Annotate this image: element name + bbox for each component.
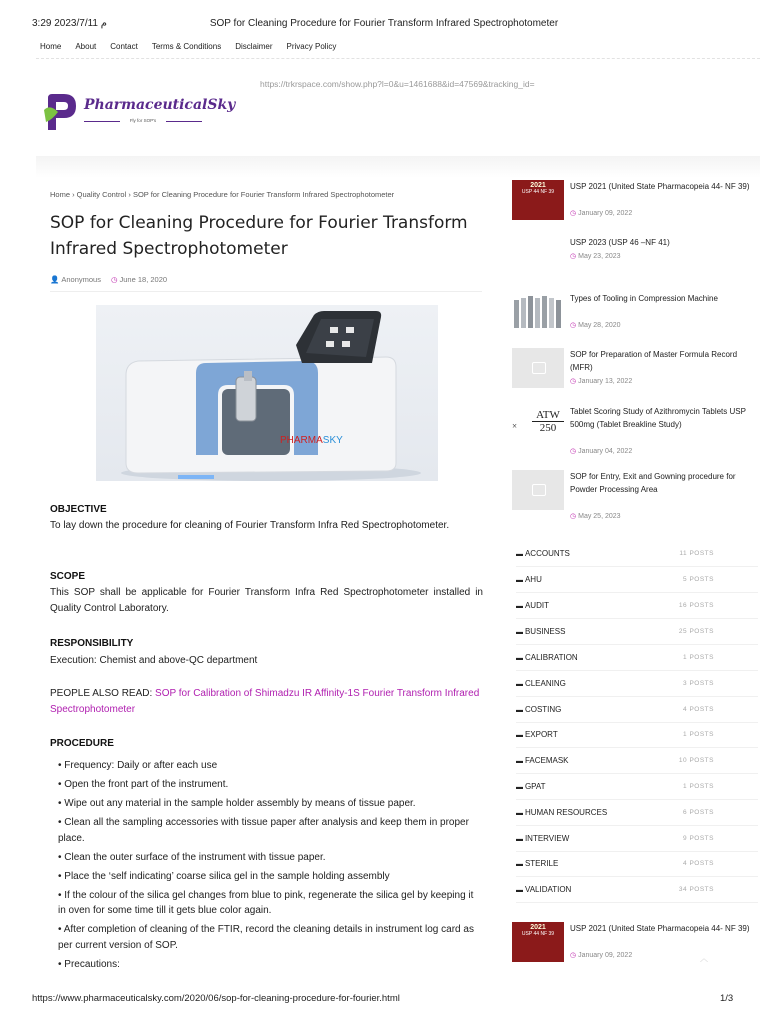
post-thumbnail[interactable]: 2021 USP 44 NF 39 bbox=[512, 180, 564, 220]
sidebar-post-date: ◷ May 23, 2023 bbox=[570, 253, 621, 260]
sidebar-post[interactable] bbox=[512, 236, 760, 284]
logo-p-icon[interactable] bbox=[44, 92, 80, 132]
clock-icon: ◷ bbox=[110, 275, 118, 284]
logo-tagline: Fly for SOP's bbox=[84, 118, 202, 123]
nav-disclaimer[interactable]: Disclaimer bbox=[235, 42, 273, 51]
clock-icon: ◷ bbox=[570, 378, 577, 385]
tooling-thumbnail[interactable] bbox=[512, 292, 564, 332]
scope-heading: SCOPE bbox=[50, 571, 86, 582]
clock-icon: ◷ bbox=[570, 448, 577, 455]
chevron-up-icon[interactable]: ︿ bbox=[700, 954, 708, 963]
nav-divider bbox=[36, 58, 760, 59]
category-item[interactable]: ▬ CALIBRATION 1 POSTS bbox=[516, 645, 758, 671]
category-item[interactable]: ▬ HUMAN RESOURCES 6 POSTS bbox=[516, 800, 758, 826]
category-item[interactable]: ▬ ACCOUNTS 11 POSTS bbox=[516, 541, 758, 567]
clock-icon: ◷ bbox=[570, 253, 577, 260]
sidebar-post-date: ◷ January 09, 2022 bbox=[570, 210, 633, 217]
clock-icon: ◷ bbox=[570, 952, 577, 959]
list-item: • Precautions: bbox=[58, 957, 483, 973]
sidebar-post-date: ◷ January 04, 2022 bbox=[570, 448, 633, 455]
top-nav bbox=[40, 42, 336, 51]
nav-home[interactable]: Home bbox=[40, 42, 62, 51]
sidebar-post-title[interactable]: Tablet Scoring Study of Azithromycin Tablets USP 500mg (Tablet Breakline Study) bbox=[570, 407, 746, 429]
sidebar-post-title[interactable]: SOP for Preparation of Master Formula Record (MFR) bbox=[570, 350, 738, 372]
camera-icon[interactable] bbox=[512, 348, 564, 388]
sidebar-post[interactable] bbox=[512, 348, 760, 396]
sidebar-post-title[interactable]: USP 2023 (USP 46 –NF 41) bbox=[570, 238, 670, 247]
sidebar-post[interactable] bbox=[512, 922, 760, 970]
category-item[interactable]: ▬ AUDIT 16 POSTS bbox=[516, 593, 758, 619]
post-author[interactable]: 👤 Anonymous bbox=[50, 275, 101, 284]
clock-icon: ◷ bbox=[570, 210, 577, 217]
scope-text: This SOP shall be applicable for Fourier Transform Infra Red Spectrophotometer installed in Quality Control Laboratory. bbox=[50, 587, 483, 614]
objective-heading: OBJECTIVE bbox=[50, 504, 107, 515]
category-item[interactable]: ▬ INTERVIEW 9 POSTS bbox=[516, 826, 758, 852]
user-icon: 👤 bbox=[50, 275, 60, 284]
responsibility-heading: RESPONSIBILITY bbox=[50, 638, 134, 649]
print-footer-url: https://www.pharmaceuticalsky.com/2020/06/sop-for-cleaning-procedure-for-fourier.html bbox=[32, 993, 400, 1004]
sidebar-post-title[interactable]: USP 2021 (United State Pharmacopeia 44- NF 39) bbox=[570, 924, 750, 933]
list-item: • Wipe out any material in the sample holder assembly by means of tissue paper. bbox=[58, 796, 483, 812]
meta-divider bbox=[50, 291, 482, 292]
sidebar-post-date: ◷ May 25, 2023 bbox=[570, 513, 621, 520]
ftir-image bbox=[96, 305, 438, 481]
category-item[interactable]: ▬ GPAT 1 POSTS bbox=[516, 774, 758, 800]
procedure-list bbox=[58, 758, 483, 976]
list-item: • Frequency: Daily or after each use bbox=[58, 758, 483, 774]
nav-contact[interactable]: Contact bbox=[110, 42, 138, 51]
spectrometer-illustration bbox=[96, 305, 438, 481]
clock-icon: ◷ bbox=[570, 322, 577, 329]
logo-text[interactable]: PharmaceuticalSky bbox=[84, 97, 236, 113]
sidebar-post[interactable] bbox=[512, 405, 760, 459]
list-item: • If the colour of the silica gel changes from blue to pink, regenerate the silica gel by keeping it in oven for some time till it gets blue color again. bbox=[58, 888, 483, 919]
breadcrumb[interactable]: Home › Quality Control › SOP for Cleaning Procedure for Fourier Transform Infrared Spectrophotometer bbox=[50, 190, 395, 199]
clock-icon: ◷ bbox=[570, 513, 577, 520]
post-thumbnail[interactable]: × ATW 250 bbox=[512, 405, 564, 445]
also-read-label: PEOPLE ALSO READ: bbox=[50, 688, 156, 699]
sidebar-post-date: ◷ January 13, 2022 bbox=[570, 378, 633, 385]
also-read-link[interactable]: SOP for Calibration of Shimadzu IR Affinity-1S Fourier Transform Infrared Spectrophotometer bbox=[50, 688, 480, 715]
list-item: • After completion of cleaning of the FTIR, record the cleaning details in instrument log card as per current version of SOP. bbox=[58, 922, 483, 953]
list-item: • Clean the outer surface of the instrument with tissue paper. bbox=[58, 850, 483, 866]
category-item[interactable]: ▬ AHU 5 POSTS bbox=[516, 567, 758, 593]
list-item: • Open the front part of the instrument. bbox=[58, 777, 483, 793]
nav-about[interactable]: About bbox=[75, 42, 97, 51]
category-item[interactable]: ▬ EXPORT 1 POSTS bbox=[516, 722, 758, 748]
category-item[interactable]: ▬ COSTING 4 POSTS bbox=[516, 697, 758, 723]
objective-text: To lay down the procedure for cleaning of Fourier Transform Infra Red Spectrophotometer. bbox=[50, 520, 450, 531]
procedure-heading: PROCEDURE bbox=[50, 738, 114, 749]
sidebar-post[interactable] bbox=[512, 292, 760, 340]
category-item[interactable]: ▬ STERILE 4 POSTS bbox=[516, 851, 758, 877]
ad-url[interactable]: https://trkrspace.com/show.php?l=0&u=1461688&id=47569&tracking_id= bbox=[260, 79, 535, 89]
nav-privacy[interactable]: Privacy Policy bbox=[286, 42, 337, 51]
category-item[interactable]: ▬ BUSINESS 25 POSTS bbox=[516, 619, 758, 645]
print-datetime: 3:29 2023/7/11 م bbox=[32, 18, 107, 29]
category-item[interactable]: ▬ VALIDATION 34 POSTS bbox=[516, 877, 758, 903]
camera-icon[interactable] bbox=[512, 470, 564, 510]
post-title: SOP for Cleaning Procedure for Fourier Transform Infrared Spectrophotometer bbox=[50, 213, 468, 259]
print-page-number: 1/3 bbox=[720, 993, 734, 1004]
header-shadow bbox=[36, 156, 760, 178]
sidebar-post-date: ◷ May 28, 2020 bbox=[570, 322, 621, 329]
sidebar-post[interactable] bbox=[512, 180, 760, 228]
responsibility-text: Execution: Chemist and above-QC department bbox=[50, 655, 258, 666]
image-watermark: PHARMASKY bbox=[280, 435, 343, 446]
also-read bbox=[50, 686, 483, 718]
sidebar-post-title[interactable]: USP 2021 (United State Pharmacopeia 44- NF 39) bbox=[570, 182, 750, 191]
nav-terms[interactable]: Terms & Conditions bbox=[151, 42, 222, 51]
sidebar-post[interactable] bbox=[512, 470, 760, 524]
post-thumbnail[interactable]: 2021 USP 44 NF 39 bbox=[512, 922, 564, 962]
post-meta bbox=[50, 275, 167, 284]
list-item: • Clean all the sampling accessories with tissue paper after analysis and keep them in proper place. bbox=[58, 815, 483, 846]
category-item[interactable]: ▬ FACEMASK 10 POSTS bbox=[516, 748, 758, 774]
times-icon: × bbox=[512, 421, 518, 431]
sidebar-post-date: ◷ January 09, 2022 bbox=[570, 952, 633, 959]
print-title: SOP for Cleaning Procedure for Fourier Transform Infrared Spectrophotometer bbox=[209, 18, 559, 29]
list-item: • Place the ‘self indicating’ coarse silica gel in the sample holding assembly bbox=[58, 869, 483, 885]
sidebar-post-title[interactable]: SOP for Entry, Exit and Gowning procedure for Powder Processing Area bbox=[570, 472, 736, 494]
sidebar-post-title[interactable]: Types of Tooling in Compression Machine bbox=[570, 294, 718, 303]
category-item[interactable]: ▬ CLEANING 3 POSTS bbox=[516, 671, 758, 697]
post-date: ◷ June 18, 2020 bbox=[110, 275, 168, 284]
